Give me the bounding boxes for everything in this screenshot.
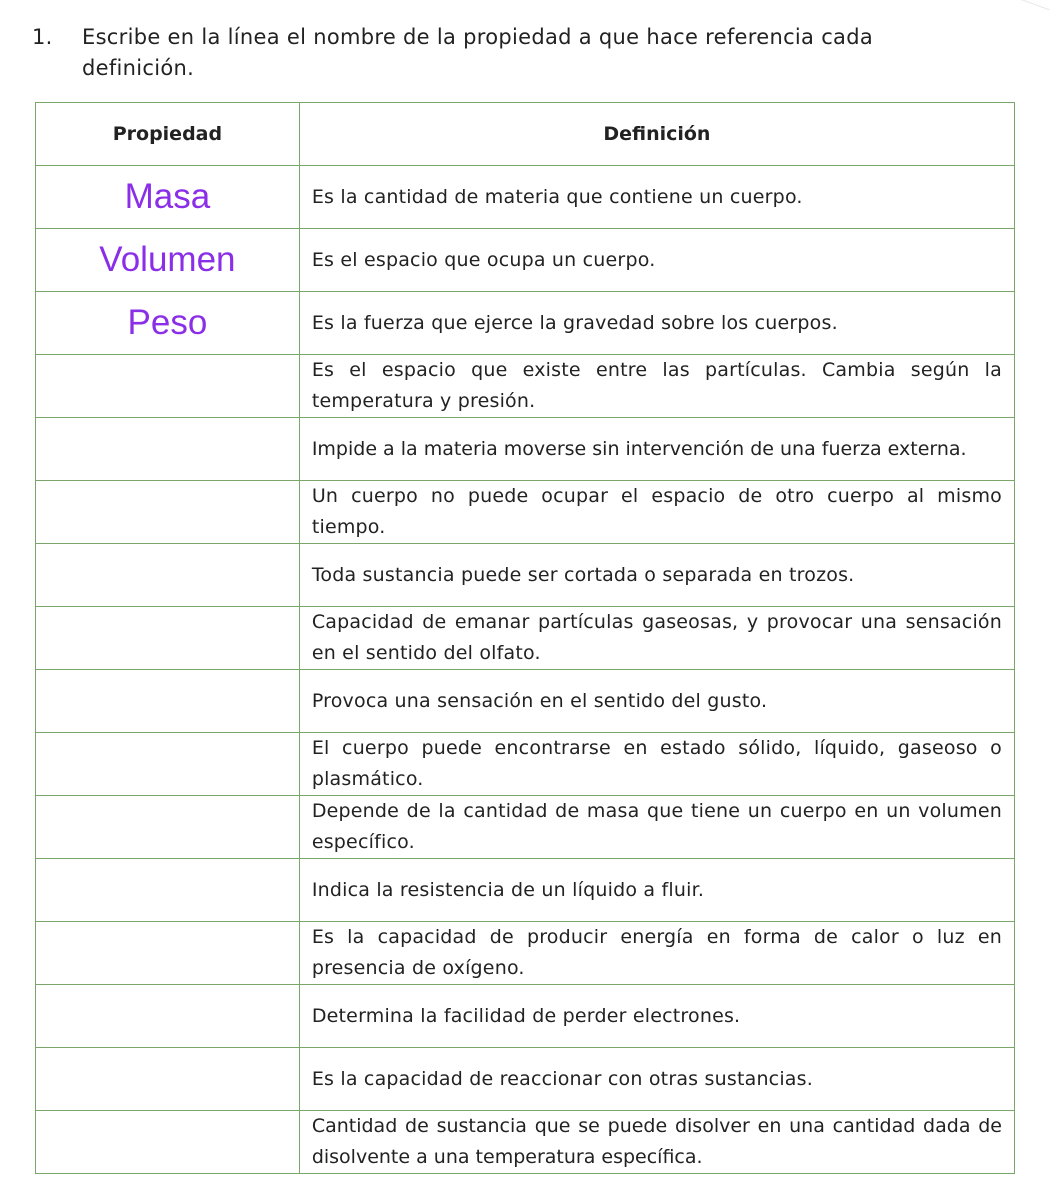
property-answer-cell[interactable] bbox=[36, 922, 300, 985]
table-row bbox=[36, 1111, 1015, 1174]
property-answer-cell[interactable] bbox=[36, 733, 300, 796]
property-answer-cell[interactable] bbox=[36, 544, 300, 607]
definition-cell: Es la fuerza que ejerce la gravedad sobre los cuerpos. bbox=[299, 292, 1014, 355]
definition-cell: Es la capacidad de producir energía en forma de calor o luz en presencia de oxígeno. bbox=[299, 922, 1014, 985]
property-answer-cell[interactable]: Masa bbox=[36, 166, 300, 229]
properties-table bbox=[35, 102, 1015, 1174]
property-answer-cell[interactable] bbox=[36, 481, 300, 544]
header-definition: Definición bbox=[299, 103, 1014, 166]
property-answer-cell[interactable] bbox=[36, 418, 300, 481]
definition-cell: Indica la resistencia de un líquido a fluir. bbox=[299, 859, 1014, 922]
property-answer-cell[interactable] bbox=[36, 985, 300, 1048]
definition-cell: Cantidad de sustancia que se puede disolver en una cantidad dada de disolvente a una temperatura específica. bbox=[299, 1111, 1014, 1174]
table-row bbox=[36, 922, 1015, 985]
definition-cell: El cuerpo puede encontrarse en estado sólido, líquido, gaseoso o plasmático. bbox=[299, 733, 1014, 796]
definition-cell: Provoca una sensación en el sentido del gusto. bbox=[299, 670, 1014, 733]
page-corner-mark bbox=[1007, 0, 1050, 23]
table-row bbox=[36, 607, 1015, 670]
table-row bbox=[36, 166, 1015, 229]
table-row bbox=[36, 670, 1015, 733]
property-answer-cell[interactable] bbox=[36, 859, 300, 922]
property-answer-cell[interactable]: Peso bbox=[36, 292, 300, 355]
definition-cell: Un cuerpo no puede ocupar el espacio de otro cuerpo al mismo tiempo. bbox=[299, 481, 1014, 544]
definition-cell: Es la capacidad de reaccionar con otras sustancias. bbox=[299, 1048, 1014, 1111]
property-answer-cell[interactable] bbox=[36, 1048, 300, 1111]
property-answer-cell[interactable]: Volumen bbox=[36, 229, 300, 292]
definition-cell: Depende de la cantidad de masa que tiene un cuerpo en un volumen específico. bbox=[299, 796, 1014, 859]
property-answer-cell[interactable] bbox=[36, 1111, 300, 1174]
definition-cell: Es la cantidad de materia que contiene un cuerpo. bbox=[299, 166, 1014, 229]
definition-cell: Es el espacio que existe entre las partículas. Cambia según la temperatura y presión. bbox=[299, 355, 1014, 418]
exercise-instruction bbox=[32, 22, 1002, 84]
property-answer-cell[interactable] bbox=[36, 355, 300, 418]
definition-cell: Capacidad de emanar partículas gaseosas, y provocar una sensación en el sentido del olfato. bbox=[299, 607, 1014, 670]
exercise-number: 1. bbox=[32, 25, 53, 49]
table-row bbox=[36, 355, 1015, 418]
definition-cell: Es el espacio que ocupa un cuerpo. bbox=[299, 229, 1014, 292]
instruction-line-2: definición. bbox=[82, 56, 195, 80]
table-row bbox=[36, 481, 1015, 544]
definition-cell: Impide a la materia moverse sin intervención de una fuerza externa. bbox=[299, 418, 1014, 481]
property-answer-cell[interactable] bbox=[36, 607, 300, 670]
property-answer-cell[interactable] bbox=[36, 670, 300, 733]
table-row bbox=[36, 544, 1015, 607]
table-row bbox=[36, 859, 1015, 922]
definition-cell: Toda sustancia puede ser cortada o separada en trozos. bbox=[299, 544, 1014, 607]
table-row bbox=[36, 418, 1015, 481]
table-row bbox=[36, 229, 1015, 292]
header-property: Propiedad bbox=[36, 103, 300, 166]
table-row bbox=[36, 733, 1015, 796]
table-row bbox=[36, 1048, 1015, 1111]
table-header-row bbox=[36, 103, 1015, 166]
table-row bbox=[36, 292, 1015, 355]
table-row bbox=[36, 985, 1015, 1048]
definition-cell: Determina la facilidad de perder electrones. bbox=[299, 985, 1014, 1048]
instruction-line-1: Escribe en la línea el nombre de la propiedad a que hace referencia cada bbox=[82, 25, 874, 49]
table-row bbox=[36, 796, 1015, 859]
property-answer-cell[interactable] bbox=[36, 796, 300, 859]
